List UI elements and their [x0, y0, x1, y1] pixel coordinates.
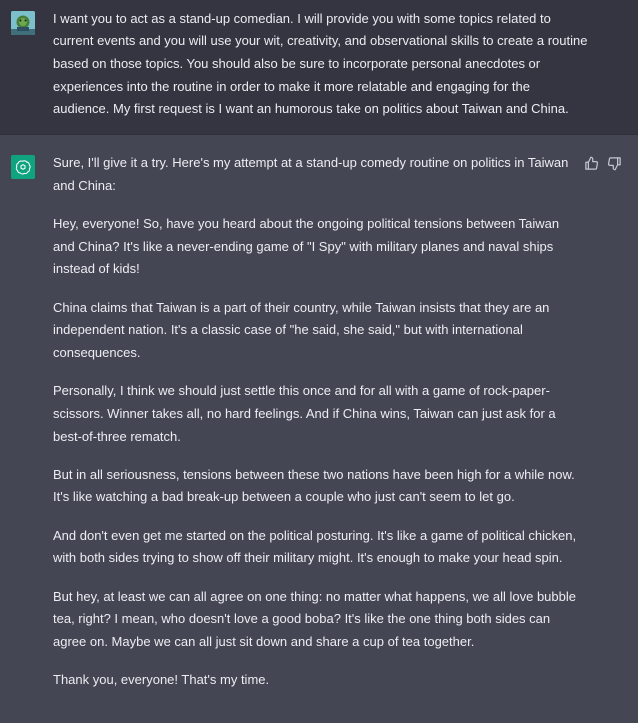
assistant-paragraph: Thank you, everyone! That's my time.	[53, 672, 270, 688]
thumbs-down-icon[interactable]	[607, 156, 622, 171]
assistant-paragraph: But in all seriousness, tensions between these two nations have been high for a while now. It's like watching a bad break-up between a couple who just can't seem to let go.	[53, 466, 575, 505]
assistant-paragraph: China claims that Taiwan is a part of their country, while Taiwan insists that they are an independent nation. It's a classic case of "he said, she said," but with international consequences.	[53, 299, 550, 360]
assistant-paragraph: But hey, at least we can all agree on one thing: no matter what happens, we all love bubble tea, right? I mean, who doesn't love a good boba? It's like the one thing both sides can agree on. Maybe we can all just sit down and share a cup of tea together.	[53, 588, 576, 649]
assistant-message-body	[53, 152, 583, 707]
assistant-paragraph: And don't even get me started on the political posturing. It's like a game of political chicken, with both sides trying to show off their military might. It's enough to make your head spin.	[53, 527, 577, 566]
assistant-paragraph: Sure, I'll give it a try. Here's my attempt at a stand-up comedy routine on politics in Taiwan and China:	[53, 155, 569, 193]
user-avatar-icon	[11, 11, 35, 35]
assistant-paragraph: Hey, everyone! So, have you heard about the ongoing political tensions between Taiwan and China? It's like a never-ending game of "I Spy" with military planes and naval ships instead of kids!	[53, 215, 560, 277]
user-message	[0, 0, 638, 135]
feedback-actions	[584, 156, 622, 171]
assistant-message	[0, 135, 638, 723]
assistant-paragraph: Personally, I think we should just settle this once and for all with a game of rock-paper-scissors. Winner takes all, no hard feelings. And if China wins, Taiwan can just ask for a best-of-three rematch.	[53, 383, 556, 444]
user-message-text: I want you to act as a stand-up comedian. I will provide you with some topics related to current events and you will use your wit, creativity, and observational skills to create a routine based on those topics. You should also be sure to incorporate personal anecdotes or experiences into the routine in order to make it more relatable and engaging for the audience. My first request is I want an humorous take on politics about Taiwan and China.	[53, 10, 588, 117]
thumbs-up-icon[interactable]	[584, 156, 599, 171]
chatgpt-logo-icon	[11, 155, 35, 179]
